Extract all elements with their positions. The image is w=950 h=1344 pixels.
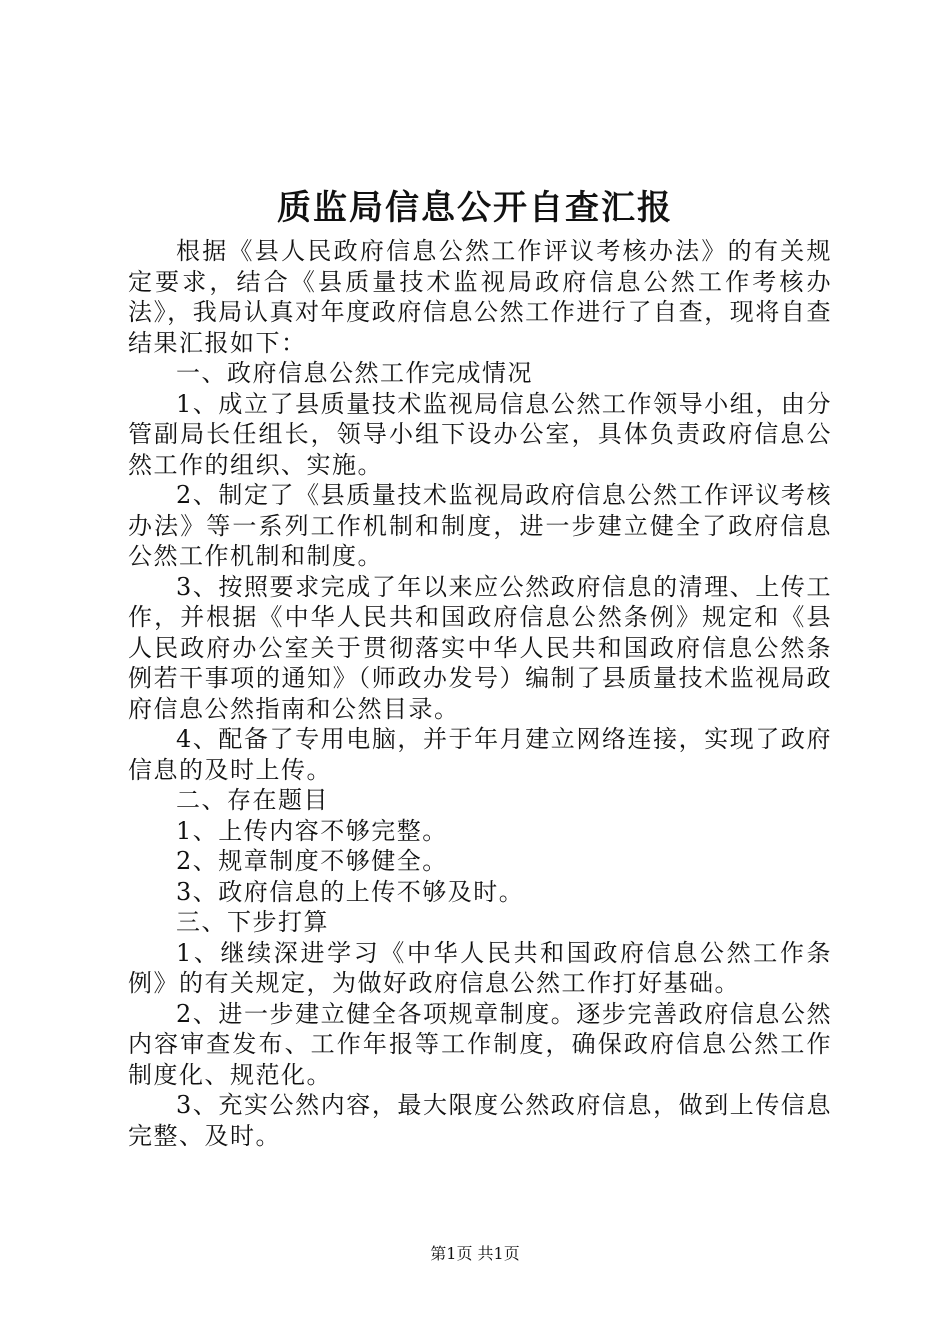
paragraph-intro: 根据《县人民政府信息公然工作评议考核办法》的有关规定要求，结合《县质量技术监视局政府信息公然工作考核办法》，我局认真对年度政府信息公然工作进行了自查，现将自查结果汇报如下： <box>128 237 832 357</box>
paragraph-1-4: 4、配备了专用电脑，并于年月建立网络连接，实现了政府信息的及时上传。 <box>128 725 832 784</box>
section-heading-1: 一、政府信息公然工作完成情况 <box>176 359 533 387</box>
document-body <box>128 236 832 1151</box>
paragraph-3-2: 2、进一步建立健全各项规章制度。逐步完善政府信息公然内容审查发布、工作年报等工作制度，确保政府信息公然工作制度化、规范化。 <box>128 999 832 1089</box>
paragraph-3-1: 1、继续深进学习《中华人民共和国政府信息公然工作条例》的有关规定，为做好政府信息公然工作打好基础。 <box>128 938 832 997</box>
page-footer: 第1页 共1页 <box>430 1244 520 1263</box>
document-title: 质监局信息公开自查汇报 <box>277 188 673 228</box>
section-heading-2: 二、存在题目 <box>176 786 329 814</box>
paragraph-1-3: 3、按照要求完成了年以来应公然政府信息的清理、上传工作，并根据《中华人民共和国政府信息公然条例》规定和《县人民政府办公室关于贯彻落实中华人民共和国政府信息公然条例若干事项的通知》（师政办发号）编制了县质量技术监视局政府信息公然指南和公然目录。 <box>128 572 832 723</box>
paragraph-1-1: 1、成立了县质量技术监视局信息公然工作领导小组，由分管副局长任组长，领导小组下设办公室，具体负责政府信息公然工作的组织、实施。 <box>128 389 832 479</box>
section-heading-3: 三、下步打算 <box>176 908 329 936</box>
paragraph-2-3: 3、政府信息的上传不够及时。 <box>176 877 525 906</box>
paragraph-2-2: 2、规章制度不够健全。 <box>176 847 448 875</box>
paragraph-3-3: 3、充实公然内容，最大限度公然政府信息，做到上传信息完整、及时。 <box>128 1091 832 1150</box>
paragraph-1-2: 2、制定了《县质量技术监视局政府信息公然工作评议考核办法》等一系列工作机制和制度，进一步建立健全了政府信息公然工作机制和制度。 <box>128 481 832 570</box>
paragraph-2-1: 1、上传内容不够完整。 <box>176 816 448 845</box>
